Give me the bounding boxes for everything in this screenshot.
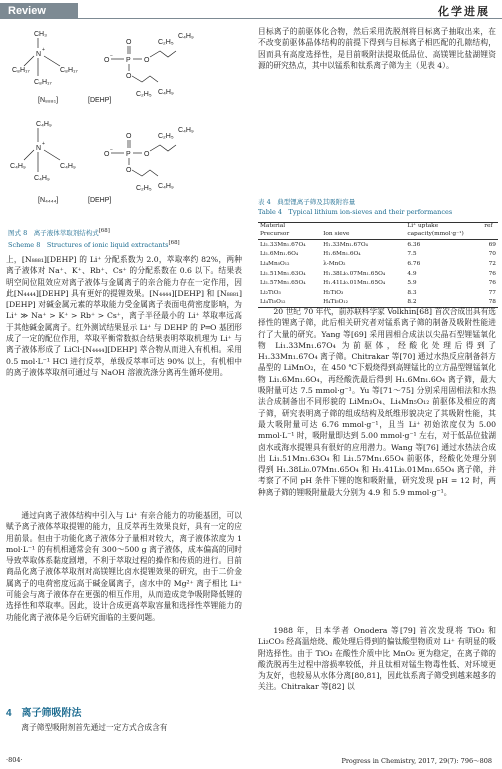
label-n888: [N₈₈₈₁] (38, 97, 59, 104)
label-c2h5-c: C₂H₅ (158, 133, 174, 140)
label-o-top-2: O (126, 133, 132, 140)
label-c2h5-d: C₂H₅ (136, 185, 152, 192)
label-p2: P (126, 151, 131, 158)
figure-caption-cn: 图式 8 离子液体萃取剂结构式[68] (8, 228, 110, 238)
th-ref-blank (482, 231, 498, 240)
section-tab: Review (0, 3, 78, 19)
table-row: Li₂TiO₃ H₂TiO₃ 8.3 77 (260, 289, 496, 296)
table-subheader-row (258, 231, 498, 240)
label-c2h5-a: C₂H₅ (158, 39, 174, 46)
right-paragraph-1: 20 世纪 70 年代，前苏联科学家 Volkhin[68] 首次合成出具有选择性的锂离子筛，此后相关研究者对锰系离子筛的制备及吸附性能进行了大量的研究。Yang 等[69] 采用固相合成法以尖晶石型锂锰氧化物 Li₁.33Mn₁.67O₄ 为前驱体，经酸化处理后得到了 H₁.33Mn₁.67O₄ 离子筛。Chitrakar 等[70] 通过水热反应制备斜方晶型的 LiMnO₂，在 450 ℃下煅烧得到高锂锰比的立方晶型锂锰氧化物 Li₁.6Mn₁.6O₄，再经酸洗最后得到 H₁.6Mn₁.6O₄ 离子筛，最大吸附量可达 7.5 mmol·g⁻¹。Yu 等[71～75] 分别采用固相法和水热法合成制备出不同形貌的 LiMn₂O₄、Li₄Mn₅O₁₂ 前驱体及相应的离子筛，研究表明离子筛的组成结构及纸维形貌决定了其吸附性能，其最大吸附量可达 6.76 mmol·g⁻¹，且当 Li⁺ 初始浓度仅为 5.00 mmol·L⁻¹ 时，吸附量即达到 5.00 mmol·g⁻¹ 左右，对于低品位盐湖卤水或海水提锂具有很好的应用潜力。Wang 等[76] 通过水热法合成出 Li₁.51Mn₁.63O₄ 和 Li₁.57Mn₁.65O₄ 前驱体，经酸化处理分别得到 H₁.38Li₀.07Mn₁.65O₄ 和 H₁.41Li₀.01Mn₁.65O₄ 离子筛，并考察了不同 pH 条件下锂的饱和吸附量，研究发现 pH = 12 时，两种离子筛的锂吸附量最大分别为 4.9 和 5.9 mmol·g⁻¹。 (258, 307, 496, 497)
label-c4h9-a: C₄H₉ (178, 33, 194, 40)
label-plus-1: + (42, 47, 45, 53)
label-o-b-2: O (126, 167, 132, 174)
label-n1: N (36, 51, 42, 58)
table-row: Li₄Mn₅O₁₂ λ-MnO₂ 6.76 72 (260, 260, 496, 267)
label-minus-1: − (110, 53, 113, 59)
label-o-r: O (144, 57, 150, 64)
table-row: Li₁.33Mn₁.67O₄ H₁.33Mn₁.67O₄ 6.36 69 (260, 241, 496, 248)
th-material: Material (258, 223, 321, 232)
journal-title: 化学进展 (438, 6, 490, 18)
label-o-top: O (126, 39, 132, 46)
left-paragraph-2: 通过向离子液体结构中引入与 Li⁺ 有亲合能力的功能基团，可以赋予离子液体萃取提锂的能力，且反萃再生效果良好，具有一定的应用前景。但由于功能化离子液体分子量相对较大，离子液体浓度为 1 mol·L⁻¹ 的有机相通常会有 300～500 g 离子液体，成本偏高的同时导致萃取体系黏度剧增，不利于萃取过程的操作和传质的进行。目前商品化离子液体萃取剂对高镁锂比卤水提锂效果的研究，由于二价金属离子的电荷密度远高于碱金属离子，卤水中的 Mg²⁺ 离子相比 Li⁺ 可能会与离子液体存在更强的相互作用，从而造成竞争吸附降低锂的选择性和萃取率。因此，设计合成更高萃取容量和选择性萃锂能力的功能化离子液体是今后研究面临的主要问题。 (6, 511, 242, 622)
right-intro: 目标离子的前驱体化合物，然后采用洗脱剂将目标离子抽取出来，在不改变前驱体晶体结构的前提下得到与目标离子相匹配的孔隙结构，因而具有高度选择性，是目前吸附法提取低品位、高镁锂比盐湖锂资源的研究热点，其中以锰系和钛系离子筛为主（见表 4）。 (258, 27, 496, 70)
table-row: Li₁.51Mn₁.63O₄ H₁.38Li₀.07Mn₁.65O₄ 4.9 76 (260, 270, 496, 277)
journal-citation: Progress in Chemistry, 2017, 29(7): 796～808 (341, 757, 492, 765)
label-c2h5-b: C₂H₅ (136, 91, 152, 98)
label-c4h9-d: C₄H₉ (10, 163, 26, 170)
th-uptake: Li⁺ uptake (405, 223, 482, 232)
table-row: Li₁.6Mn₁.6O₄ H₁.6Mn₁.6O₄ 7.5 70 (260, 251, 496, 258)
page-number: ·804· (6, 756, 23, 764)
label-c4h9-e: C₄H₉ (60, 163, 76, 170)
label-c8h17-a: C₈H₁₇ (12, 67, 30, 74)
th-ref: ref (482, 223, 498, 232)
th-blank (321, 223, 405, 232)
left-paragraph-1: 上，[N₈₈₈₁][DEHP] 的 Li⁺ 分配系数为 2.0，萃取率约 82%，两种离子液体对 Na⁺、K⁺、Rb⁺、Cs⁺ 的分配系数在 0.6 以下。结果表明空间位阻效应对离子液体与金属离子的亲合能力存在一定作用，因此[N₄₄₄₄][DEHP] 具有更好的提锂效果。[N₄₄₄₄][DEHP] 和 [N₈₈₈₁][DEHP] 对碱金属元素的萃取能力受金属离子表面电荷密度影响，为 Li⁺ ≫ Na⁺ > K⁺ > Rb⁺ > Cs⁺，离子半径最小的 Li⁺ 萃取率远高于其他碱金属离子。红外测试结果显示 Li⁺ 与 DEHP 的 P═O 基团形成了一定的配位作用，萃取平衡常数拟合结果表明萃取机理为 Li⁺ 与离子液体形成了 LiCl·[N₄₄₄₄][DEHP] 萃合物从而进入有机相。采用 0.5 mol·L⁻¹ HCl 进行反萃，单级反萃率可达 90% 以上，有机相中的离子液体萃取剂可通过与 NaOH 溶液洗涤分离再生循环使用。 (6, 255, 242, 377)
th-ion-sieve: Ion sieve (321, 231, 405, 240)
label-minus-2: − (110, 147, 113, 153)
table-header-row (258, 223, 498, 232)
label-c4h9-c: C₄H₉ (36, 121, 52, 128)
right-paragraph-2: 1988 年，日本学者 Onodera 等[79] 首次发现将 TiO₂ 和 Li₂CO₃ 经高温焙烧、酸处理后得到的偏钛酸型物质对 Li⁺ 有明显的吸附选择性。由于 TiO₂ 在酸性介质中比 MnO₂ 更为稳定，在离子筛的酸洗脱再生过程中溶损率较低，并且钛相对锰生物毒性低、对环境更为友好，也较易从水体分离[80,81]，因此钛系离子筛受到越来越多的关注。Chitrakar 等[82] 以 (258, 626, 496, 692)
left-paragraph-3: 离子筛型吸附剂首先通过一定方式合成含有 (21, 723, 168, 732)
label-c4h9-f: C₄H₉ (34, 175, 50, 182)
section-heading: 4 离子筛吸附法 (6, 708, 82, 719)
table-caption-en: Table 4 Typical lithium ion-sieves and their performances (258, 208, 453, 216)
table-caption-cn: 表 4 典型锂离子筛及其吸附容量 (258, 198, 356, 206)
label-dehp-1: [DEHP] (88, 97, 112, 104)
label-c8h17-b: C₈H₁₇ (60, 67, 78, 74)
label-n2: N (36, 145, 42, 152)
table-row: Li₁.57Mn₁.65O₄ H₁.41Li₀.01Mn₁.65O₄ 5.9 76 (260, 280, 496, 287)
table-row: Li₄Ti₅O₁₂ H₄Ti₅O₁₂ 8.2 78 (258, 298, 498, 308)
label-o-b: O (126, 73, 132, 80)
th-capacity: capacity(mmol·g⁻¹) (405, 231, 482, 240)
label-c4h9-b: C₄H₉ (158, 89, 174, 96)
table-4 (258, 222, 498, 308)
label-o-minus-2: O (104, 151, 110, 158)
label-c4h9-h: C₄H₉ (158, 183, 174, 190)
label-o-r-2: O (144, 151, 150, 158)
label-n4444: [N₄₄₄₄] (38, 197, 59, 204)
label-o-minus: O (104, 57, 110, 64)
label-plus-2: + (42, 141, 45, 147)
page-header (0, 0, 502, 22)
label-dehp-2: [DEHP] (88, 197, 112, 204)
label-ch3: CH₃ (34, 31, 47, 38)
th-precursor: Precursor (258, 231, 321, 240)
label-p1: P (126, 57, 131, 64)
label-c8h17-c: C₈H₁₇ (34, 79, 52, 86)
label-c4h9-g: C₄H₉ (178, 127, 194, 134)
figure-caption-en: Scheme 8 Structures of ionic liquid extractants[68] (8, 240, 180, 250)
scheme-8-structures (8, 26, 238, 208)
